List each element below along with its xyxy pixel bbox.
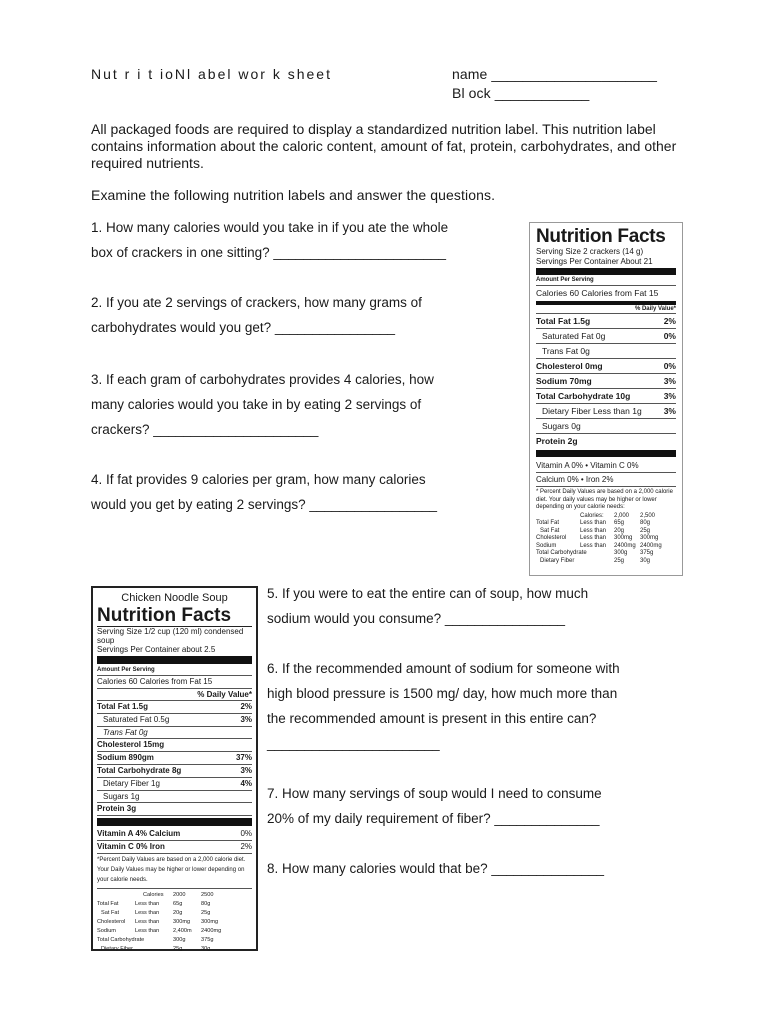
label2-table-cell: 2500 [201, 891, 214, 898]
label1-dv-header: % Daily Value* [634, 305, 676, 312]
label1-table-cell: 30g [640, 557, 651, 564]
label2-row-dv: 37% [235, 753, 252, 763]
label2-row-dv: 2% [240, 702, 252, 711]
label1-divider-3 [536, 450, 676, 457]
label2-row-name: Cholesterol 15mg [97, 740, 165, 750]
question-6-line-1: 6. If the recommended amount of sodium for someone with [267, 661, 620, 676]
label2-row-name: Sugars 1g [103, 791, 140, 801]
label1-dv-table [536, 513, 676, 566]
label1-row-dv: 3% [663, 376, 676, 386]
label1-table-cell: Less than [580, 535, 607, 541]
label1-vitamins-2: Calcium 0% • Iron 2% [536, 473, 676, 487]
question-4-line-1: 4. If fat provides 9 calories per gram, how many calories [91, 472, 426, 487]
label2-servings-per: Servings Per Container about 2.5 [97, 645, 216, 654]
instructions: Examine the following nutrition labels and answer the questions. [91, 187, 496, 203]
label1-vitamins-1: Vitamin A 0% • Vitamin C 0% [536, 459, 676, 473]
label2-divider [97, 656, 252, 664]
label1-table-cell: 2,000 [614, 512, 630, 519]
question-7-line-2[interactable]: 20% of my daily requirement of fiber? ______________ [267, 811, 600, 826]
label2-amount-per: Amount Per Serving [97, 666, 252, 676]
label2-row-name: Protein 3g [97, 804, 137, 814]
question-7-line-1: 7. How many servings of soup would I need to consume [267, 786, 602, 801]
label2-table-cell: 80g [201, 900, 211, 907]
intro-paragraph: All packaged foods are required to display a standardized nutrition label. This nutrition label contains information about the caloric content, amount of fat, protein, carbohydrates, and other required nutrients. [91, 121, 677, 171]
label1-row-dv: 0% [663, 331, 676, 341]
label2-table-cell: Less than [135, 918, 160, 925]
label2-dv-table [97, 889, 252, 954]
label1-servings-per: Servings Per Container About 21 [536, 256, 653, 266]
label2-table-cell: Less than [135, 909, 160, 916]
label2-row-name: Sodium 890gm [97, 753, 154, 763]
question-1-line-2[interactable]: box of crackers in one sitting? _______________________ [91, 245, 447, 260]
label2-table-cell: Less than [135, 900, 160, 907]
label2-calories: Calories 60 Calories from Fat 15 [97, 676, 252, 689]
label1-calories: Calories 60 Calories from Fat 15 [536, 285, 676, 300]
label2-table-cell: Total Carbohydrate [97, 936, 145, 943]
label1-row-dv: 2% [663, 316, 676, 326]
label1-table-cell: Sat Fat [540, 527, 560, 534]
label2-table-cell: 2000 [173, 891, 186, 898]
label1-amount-per: Amount Per Serving [536, 277, 594, 283]
label2-table-cell: 25g [201, 909, 211, 916]
label2-row-name: Total Carbohydrate 8g [97, 765, 182, 775]
label1-table-cell: 2400mg [640, 542, 662, 549]
label2-calcium-dv: 0% [240, 829, 252, 839]
label2-table-cell: Total Fat [97, 900, 119, 907]
label1-table-cell: 300mg [640, 535, 659, 541]
label1-table-cell: 2,500 [640, 512, 656, 519]
label1-row-name: Saturated Fat 0g [542, 331, 606, 341]
label2-row-name: Total Fat 1.5g [97, 702, 148, 711]
question-6-line-2: high blood pressure is 1500 mg/ day, how much more than [267, 686, 618, 701]
label2-vitamin-a: Vitamin A 4% Calcium [97, 829, 181, 839]
label1-table-cell: Less than [580, 520, 607, 526]
label1-table-cell: Calories: [580, 512, 604, 519]
label2-table-cell [97, 891, 135, 900]
label2-row-dv: 3% [240, 765, 252, 775]
label1-table-cell: Less than [580, 542, 607, 549]
label2-row-dv: 4% [240, 778, 252, 788]
question-6-line-3: the recommended amount is present in this entire can? [267, 711, 597, 726]
label1-table-cell: Sodium [536, 542, 557, 549]
label1-row-name: Total Carbohydrate 10g [536, 391, 631, 401]
label1-divider-2 [536, 301, 676, 305]
question-5-line-1: 5. If you were to eat the entire can of soup, how much [267, 586, 589, 601]
question-3-line-1: 3. If each gram of carbohydrates provides 4 calories, how [91, 372, 434, 387]
label2-table-cell: Sodium [97, 927, 116, 934]
label1-row-dv: 3% [663, 406, 676, 416]
label1-table-cell: Dietary Fiber [540, 557, 575, 564]
label1-row-name: Total Fat 1.5g [536, 316, 591, 326]
question-1-line-1: 1. How many calories would you take in if you ate the whole [91, 220, 449, 235]
question-8[interactable]: 8. How many calories would that be? _______________ [267, 861, 604, 876]
label2-table-cell: 30g [201, 945, 211, 952]
label1-table-cell: 65g [614, 520, 625, 526]
label2-row-name: Dietary Fiber 1g [103, 778, 160, 788]
label1-row-name: Protein 2g [536, 436, 578, 446]
block-field[interactable]: Bl ock ____________ [452, 85, 590, 101]
label1-row-name: Sugars 0g [542, 421, 581, 431]
label1-divider [536, 268, 676, 275]
name-field[interactable]: name _____________________ [452, 66, 658, 82]
label1-table-cell: 25g [640, 527, 651, 534]
label2-table-cell: Less than [135, 927, 160, 934]
label2-row-name: Saturated Fat 0.5g [103, 714, 170, 724]
label2-table-cell: Calories [143, 891, 164, 898]
label1-table-cell: Total Carbohydrate [536, 550, 587, 556]
label1-serving-size: Serving Size 2 crackers (14 g) [536, 247, 644, 256]
question-2-line-2[interactable]: carbohydrates would you get? ________________ [91, 320, 395, 335]
label1-table-cell: 300g [614, 550, 628, 556]
label2-table-cell: 300g [173, 936, 186, 943]
label2-table-cell: Cholesterol [97, 918, 126, 925]
label2-vitamin-c: Vitamin C 0% Iron [97, 841, 165, 851]
label1-row-name: Trans Fat 0g [542, 346, 590, 356]
label1-row-name: Cholesterol 0mg [536, 361, 603, 371]
label1-table-cell: 300mg [614, 535, 633, 541]
worksheet-title: Nut r i t ioNl abel wor k sheet [91, 66, 332, 82]
label2-table-cell: 300mg [173, 918, 191, 925]
label2-footnote: *Percent Daily Values are based on a 2,000 calorie diet. Your Daily Values may be higher or lower depending on your calorie needs. [97, 854, 252, 889]
label2-row-name: Trans Fat 0g [103, 727, 148, 737]
label2-table-cell: Dietary Fiber [101, 945, 134, 952]
label1-footnote: * Percent Daily Values are based on a 2,000 calorie diet. Your daily values may be higher or lower depending on your calorie needs: [536, 489, 673, 510]
label1-row-dv: 0% [663, 361, 676, 371]
label1-table-cell: 2400mg [614, 542, 636, 549]
label1-table-cell: 25g [614, 557, 625, 564]
label1-table-cell: 375g [640, 550, 654, 556]
label1-row-name: Sodium 70mg [536, 376, 592, 386]
soup-nutrition-label [91, 586, 258, 951]
label2-table-cell: 375g [201, 936, 214, 943]
label2-table-cell: 2400mg [201, 927, 222, 934]
label1-table-cell: Cholesterol [536, 535, 567, 541]
question-3-line-2: many calories would you take in by eating 2 servings of [91, 397, 422, 412]
label2-caption: Chicken Noodle Soup [121, 592, 228, 604]
label2-iron-dv: 2% [240, 841, 252, 851]
question-2-line-1: 2. If you ate 2 servings of crackers, how many grams of [91, 295, 422, 310]
label1-table-cell: 20g [614, 527, 625, 534]
question-4-line-2[interactable]: would you get by eating 2 servings? _________________ [91, 497, 438, 512]
label2-table-cell: 300mg [201, 918, 219, 925]
label2-table-cell: 25g [173, 945, 183, 952]
label1-table-cell: Total Fat [536, 520, 560, 526]
label2-serving-size: Serving Size 1/2 cup (120 ml) condensed soup [97, 627, 244, 645]
question-5-line-2[interactable]: sodium would you consume? ________________ [267, 611, 565, 626]
label2-divider-2 [97, 818, 252, 826]
label1-table-cell: 80g [640, 520, 651, 526]
label1-title: Nutrition Facts [536, 226, 666, 247]
label1-row-name: Dietary Fiber Less than 1g [542, 406, 642, 416]
label2-table-cell: 65g [173, 900, 183, 907]
label2-row-dv: 3% [240, 714, 252, 724]
question-3-line-3[interactable]: crackers? ______________________ [91, 422, 319, 437]
label2-table-cell: 20g [173, 909, 183, 916]
label2-table-cell: 2,400m [173, 927, 192, 934]
question-6-line-4[interactable]: _______________________ [267, 736, 440, 751]
label2-table-cell: Sat Fat [101, 909, 120, 916]
label1-table-cell [536, 513, 580, 521]
label1-row-dv: 3% [663, 391, 676, 401]
label1-table-cell: Less than [580, 527, 607, 534]
label2-dv-header: % Daily Value* [97, 689, 252, 701]
crackers-nutrition-label [529, 222, 683, 576]
label2-title: Nutrition Facts [97, 605, 252, 627]
